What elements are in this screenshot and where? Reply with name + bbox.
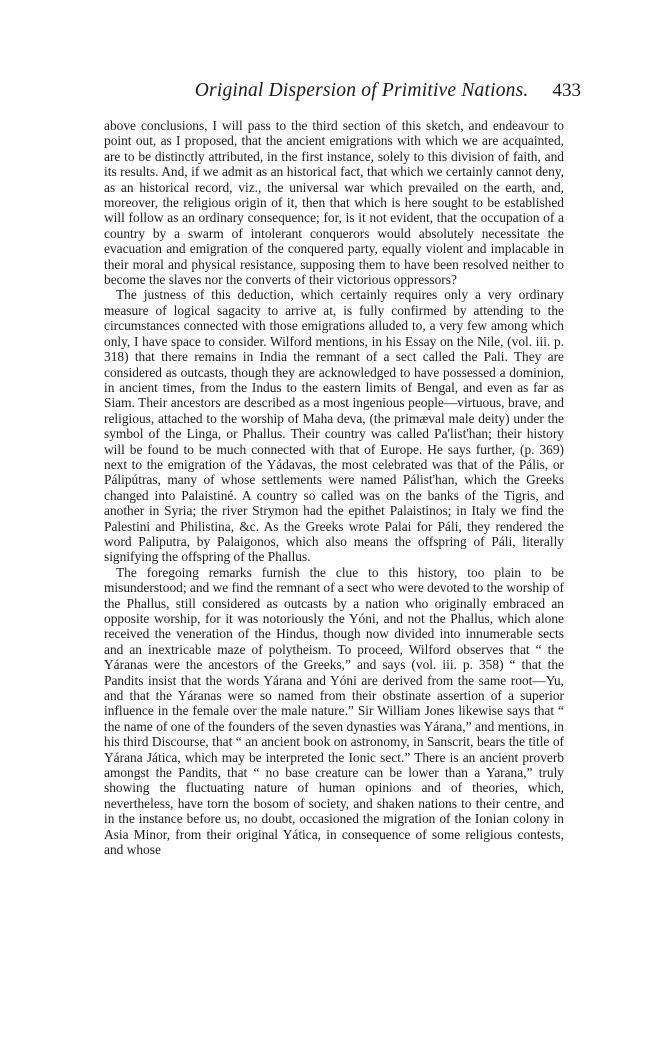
paragraph: The foregoing remarks furnish the clue to this history, too plain to be misunderstood; and we find the remnant of a sect who were devoted to the worship of the Phallus, still considered as outcasts by a nation who originally embraced an opposite worship, for it was notoriously the Yóni, and not the Phallus, which alone received the veneration of the Hindus, though now divided into innumerable sects and an inextricable maze of polytheism. To proceed, Wilford observes that “ the Yáranas were the ancestors of the Greeks,” and says (vol. iii. p. 358) “ that the Pandits insist that the words Yárana and Yóni are derived from the same root—Yu, and that the Yáranas were so named from their obstinate assertion of a superior influence in the female over the male nature.” Sir William Jones likewise says that “ the name of one of the founders of the seven dynasties was Yárana,” and mentions, in his third Discourse, that “ an ancient book on astronomy, in Sanscrit, bears the title of Yárana Jática, which may be interpreted the Ionic sect.” There is an ancient proverb amongst the Pandits, that “ no base creature can be lower than a Yarana,” truly showing the fluctuating nature of human opinions and of theories, which, nevertheless, have torn the bosom of society, and shaken nations to their centre, and in the instance before us, no doubt, occasioned the migration of the Ionian colony in Asia Minor, from their original Yática, in consequence of some religious contests, and whose — [104, 564, 564, 858]
paragraph: above conclusions, I will pass to the third section of this sketch, and endeavour to point out, as I proposed, that the ancient emigrations with which we are acquainted, are to be distinctly attributed, in the first instance, solely to this division of faith, and its results. And, if we admit as an historical fact, that which we certainly cannot deny, as an historical record, viz., the universal war which prevailed on the earth, and, moreover, the religious origin of it, then that which is here sought to be established will follow as an ordinary consequence; for, is it not evident, that the occupation of a country by a swarm of intolerant conquerors would absolutely necessitate the evacuation and emigration of the conquered party, equally violent and implacable in their moral and physical resistance, supposing them to have been resolved neither to become the slaves nor the converts of their victorious oppressors? — [104, 118, 564, 288]
page-header — [104, 80, 581, 104]
running-head: Original Dispersion of Primitive Nations. — [194, 80, 529, 101]
page-number: 433 — [552, 80, 581, 101]
body-text — [104, 118, 564, 858]
paragraph: The justness of this deduction, which certainly requires only a very ordinary measure of logical sagacity to arrive at, is fully confirmed by attending to the circumstances connected with those emigrations alluded to, a very few among which only, I have space to consider. Wilford mentions, in his Essay on the Nile, (vol. iii. p. 318) that there remains in India the remnant of a sect called the Pali. They are considered as outcasts, though they are acknowledged to have possessed a dominion, in ancient times, from the Indus to the eastern limits of Bengal, and even as far as Siam. Their ancestors are described as a most ingenious people—virtuous, brave, and religious, attached to the worship of Maha deva, (the primæval male deity) under the symbol of the Linga, or Phallus. Their country was called Pa'list'han; their history will be found to be much connected with that of Europe. He says further, (p. 369) next to the emigration of the Yádavas, the most celebrated was that of the Pális, or Pálipútras, many of whose settlements were named Pálist'han, which the Greeks changed into Palaistiné. A country so called was on the banks of the Tigris, and another in Syria; the river Strymon had the epithet Palaistinos; in Italy we find the Palestini and Philistina, &c. As the Greeks wrote Palai for Páli, they rendered the word Paliputra, by Palaigonos, which also means the offspring of Páli, literally signifying the offspring of the Phallus. — [104, 287, 564, 565]
